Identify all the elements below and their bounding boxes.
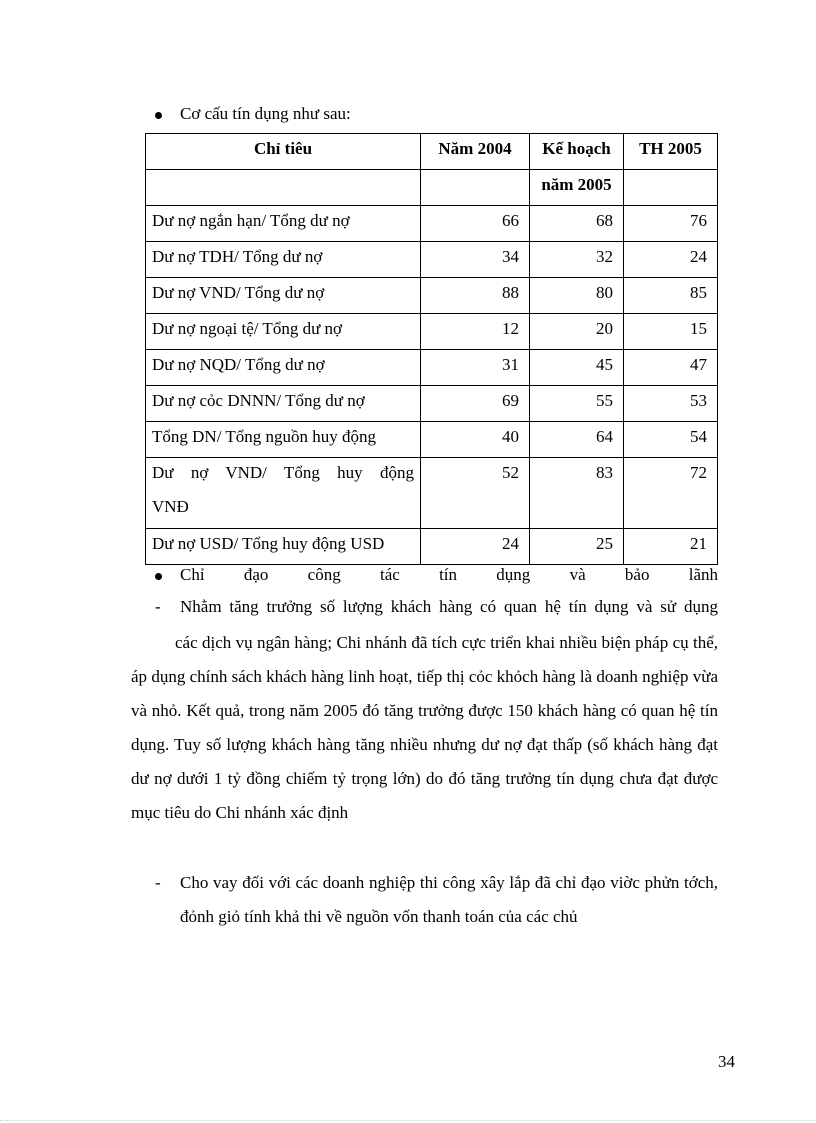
cell-th-2005: 24 bbox=[624, 242, 718, 278]
cell-th-2005: 53 bbox=[624, 386, 718, 422]
table-header-row-2 bbox=[146, 170, 718, 206]
header-plan-2005-line2: năm 2005 bbox=[530, 170, 624, 206]
table-row bbox=[146, 278, 718, 314]
cell-plan-2005: 20 bbox=[530, 314, 624, 350]
cell-th-2005: 72 bbox=[624, 458, 718, 529]
dash-marker: - bbox=[155, 597, 161, 616]
directive-heading: Chỉ đạo công tác tín dụng và bảo lãnh bbox=[180, 565, 718, 584]
cell-2004: 88 bbox=[421, 278, 530, 314]
cell-2004: 12 bbox=[421, 314, 530, 350]
cell-2004: 40 bbox=[421, 422, 530, 458]
table-row bbox=[146, 242, 718, 278]
row-label: Dư nợ TDH/ Tổng dư nợ bbox=[146, 242, 421, 278]
row-label: Dư nợ ngắn hạn/ Tổng dư nợ bbox=[146, 206, 421, 242]
row-label-line1: Dư nợ VND/ Tổng huy động bbox=[152, 463, 414, 482]
row-label: Tổng DN/ Tổng nguồn huy động bbox=[146, 422, 421, 458]
cell-2004: 31 bbox=[421, 350, 530, 386]
row-label bbox=[146, 458, 421, 529]
cell-th-2005: 76 bbox=[624, 206, 718, 242]
paragraph2: Cho vay đối với các doanh nghiệp thi công xây lắp đã chỉ đạo viờc phửn tớch, đỏnh giỏ tính khả thi về nguồn vốn thanh toán của các chủ bbox=[180, 873, 718, 926]
cell-2004: 66 bbox=[421, 206, 530, 242]
paragraph1-first-line: Nhằm tăng trưởng số lượng khách hàng có quan hệ tín dụng và sử dụng bbox=[180, 597, 718, 616]
cell-2004: 24 bbox=[421, 529, 530, 565]
table-row bbox=[146, 386, 718, 422]
cell-th-2005: 47 bbox=[624, 350, 718, 386]
bullet-icon bbox=[155, 112, 162, 119]
dash-marker: - bbox=[155, 873, 161, 892]
row-label: Dư nợ VND/ Tổng dư nợ bbox=[146, 278, 421, 314]
cell-th-2005: 21 bbox=[624, 529, 718, 565]
cell-plan-2005: 32 bbox=[530, 242, 624, 278]
table-row bbox=[146, 350, 718, 386]
table-row bbox=[146, 458, 718, 529]
cell-plan-2005: 68 bbox=[530, 206, 624, 242]
paragraph1-text: các dịch vụ ngân hàng; Chi nhánh đã tích cực triển khai nhiều biện pháp cụ thể, áp dụng chính sách khách hàng linh hoạt, tiếp thị cỏc khỏch hàng là doanh nghiệp vừa và nhỏ. Kết quả, trong năm 2005 đó tăng trưởng được 150 khách hàng có quan hệ tín dụng. Tuy số lượng khách hàng tăng nhiều nhưng dư nợ đạt thấp (số khách hàng đạt dư nợ dưới 1 tỷ đồng chiếm tỷ trọng lớn) do đó tăng trưởng tín dụng chưa đạt được mục tiêu do Chi nhánh xác định bbox=[131, 633, 718, 822]
credit-structure-table bbox=[145, 133, 718, 565]
table-row bbox=[146, 422, 718, 458]
table-header-row bbox=[146, 134, 718, 170]
paragraph1-body bbox=[131, 626, 718, 830]
cell-th-2005: 15 bbox=[624, 314, 718, 350]
cell-plan-2005: 45 bbox=[530, 350, 624, 386]
row-label: Dư nợ USD/ Tổng huy động USD bbox=[146, 529, 421, 565]
cell-plan-2005: 64 bbox=[530, 422, 624, 458]
bullet-icon bbox=[155, 573, 162, 580]
row-label: Dư nợ ngoại tệ/ Tổng dư nợ bbox=[146, 314, 421, 350]
cell-th-2005: 54 bbox=[624, 422, 718, 458]
row-label: Dư nợ cỏc DNNN/ Tổng dư nợ bbox=[146, 386, 421, 422]
table-row bbox=[146, 529, 718, 565]
intro-text: Cơ cấu tín dụng như sau: bbox=[180, 104, 351, 123]
cell-plan-2005: 25 bbox=[530, 529, 624, 565]
cell-2004: 52 bbox=[421, 458, 530, 529]
page-number: 34 bbox=[718, 1052, 735, 1071]
cell-plan-2005: 83 bbox=[530, 458, 624, 529]
footer-divider bbox=[0, 1120, 816, 1121]
table-row bbox=[146, 206, 718, 242]
cell-plan-2005: 80 bbox=[530, 278, 624, 314]
header-indicator: Chỉ tiêu bbox=[146, 134, 421, 170]
header-year-2004: Năm 2004 bbox=[421, 134, 530, 170]
cell-th-2005: 85 bbox=[624, 278, 718, 314]
header-actual-2005: TH 2005 bbox=[624, 134, 718, 170]
header-plan-2005: Kế hoạch bbox=[530, 134, 624, 170]
cell-2004: 69 bbox=[421, 386, 530, 422]
row-label: Dư nợ NQD/ Tổng dư nợ bbox=[146, 350, 421, 386]
table-row bbox=[146, 314, 718, 350]
cell-plan-2005: 55 bbox=[530, 386, 624, 422]
cell-2004: 34 bbox=[421, 242, 530, 278]
row-label-line2: VNĐ bbox=[152, 497, 189, 516]
